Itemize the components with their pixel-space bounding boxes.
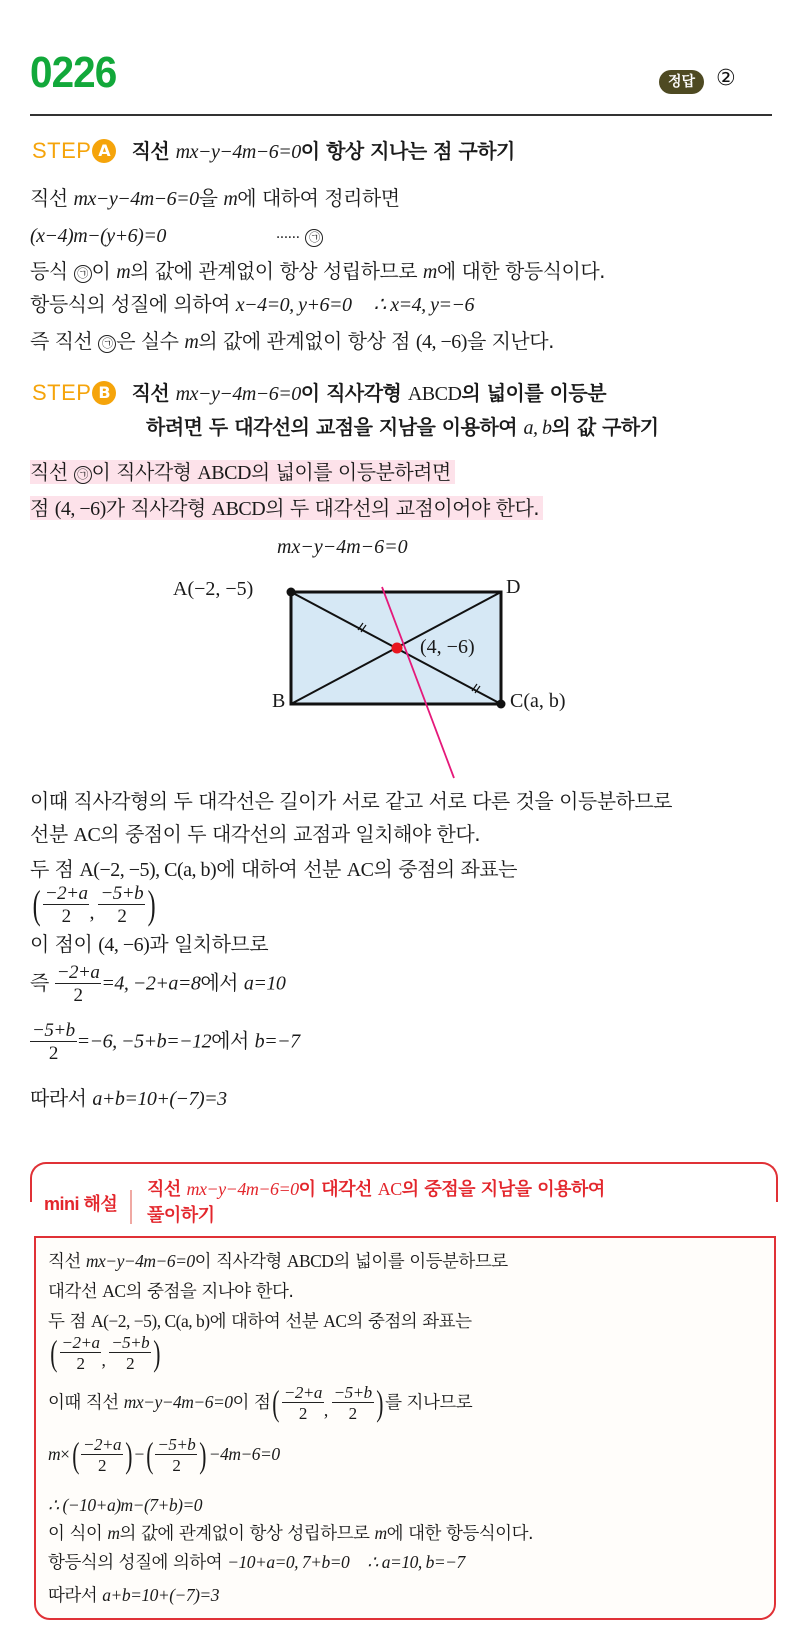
mini-line-8: 이 식이 m의 값에 관계없이 항상 성립하므로 m에 대한 항등식이다. (48, 1523, 534, 1544)
explanation-line-2: 선분 AC의 중점이 두 대각선의 교점과 일치해야 한다. (30, 822, 481, 846)
step-a-circle-icon: A (92, 139, 116, 163)
final-answer-line: 따라서 a+b=10+(−7)=3 (30, 1086, 227, 1110)
explanation-line-5: 이 점이 (4, −6)과 일치하므로 (30, 932, 269, 956)
mini-line-5: 이때 직선 mx−y−4m−6=0이 점( $\frac{-2+a}{2}$ , $\frac{-5+b}{2}$ ) 를 지나므로 (48, 1383, 473, 1423)
mini-line-2: 대각선 AC의 중점을 지나야 한다. (48, 1281, 294, 1302)
mini-line-10: 따라서 a+b=10+(−7)=3 (48, 1585, 219, 1606)
rectangle-diagram (160, 536, 640, 780)
mini-title: 직선 mx−y−4m−6=0이 대각선 AC의 중점을 지남을 이용하여 풀이하기 (147, 1179, 605, 1226)
solve-a-line: 즉 $\frac{-2+a}{2}$ =4, −2+a=8에서 a=10 (30, 962, 286, 1006)
midpoint-coordinates: ( $\frac{-2+a}{2}$ , $\frac{-5+b}{2}$ ) (32, 882, 156, 927)
explanation-line-1: 이때 직사각형의 두 대각선은 길이가 서로 같고 서로 다른 것을 이등분하므로 (30, 789, 672, 813)
point-b-label: B (272, 690, 286, 712)
step-b-title-line-2: 하려면 두 대각선의 교점을 지남을 이용하여 a, b의 값 구하기 (146, 415, 659, 439)
answer-badge: 정답 (659, 70, 704, 94)
step-a-line-5: 즉 직선 ㉠ 은 실수 m의 값에 관계없이 항상 점 (4, −6)을 지난다. (30, 329, 554, 353)
step-a-heading (32, 136, 515, 167)
highlight-line-2: 점 (4, −6)가 직사각형 ABCD의 두 대각선의 교점이어야 한다. (30, 494, 543, 523)
point-d-label: D (506, 576, 521, 598)
mini-label: mini 해설 (44, 1194, 118, 1214)
mini-line-1: 직선 mx−y−4m−6=0이 직사각형 ABCD의 넓이를 이등분하므로 (48, 1251, 508, 1272)
point-a-label: A(−2, −5) (173, 578, 254, 600)
step-label: STEP (32, 138, 92, 163)
answer-value: ② (716, 66, 736, 91)
mini-midpoint: ( $\frac{-2+a}{2}$ , $\frac{-5+b}{2}$ ) (50, 1333, 161, 1373)
circled-giyeok-icon: ㉠ (98, 335, 116, 353)
step-b-heading (32, 378, 606, 409)
center-point-label: (4, −6) (420, 636, 475, 658)
mini-line-7: ∴ (−10+a)m−(7+b)=0 (48, 1495, 203, 1515)
problem-number: 0226 (30, 48, 117, 97)
mini-line-6: m×( $\frac{-2+a}{2}$ ) −( $\frac{-5+b}{2}$ ) −4m−6=0 (48, 1435, 280, 1475)
highlight-line-1: 직선 ㉠ 이 직사각형 ABCD의 넓이를 이등분하려면 (30, 458, 455, 487)
step-label: STEP (32, 380, 92, 405)
header-divider (30, 114, 772, 116)
step-b-circle-icon: B (92, 381, 116, 405)
solve-b-line: $\frac{-5+b}{2}$ =−6, −5+b=−12에서 b=−7 (32, 1020, 300, 1064)
explanation-line-3: 두 점 A(−2, −5), C(a, b)에 대하여 선분 AC의 중점의 좌표는 (30, 857, 517, 881)
circled-giyeok-icon: ㉠ (74, 466, 92, 484)
mini-divider (130, 1190, 132, 1224)
step-b-title-line-1: 직선 mx−y−4m−6=0이 직사각형 ABCD의 넓이를 이등분 (131, 381, 607, 405)
circled-giyeok-icon: ㉠ (305, 229, 323, 247)
mini-line-3: 두 점 A(−2, −5), C(a, b)에 대하여 선분 AC의 중점의 좌표는 (48, 1311, 472, 1332)
step-a-line-2: (x−4)m−(y+6)=0 ······ ㉠ (30, 221, 323, 252)
step-a-title: 직선 mx−y−4m−6=0이 항상 지나는 점 구하기 (131, 139, 515, 163)
step-a-line-1: 직선 mx−y−4m−6=0을 m에 대하여 정리하면 (30, 186, 400, 210)
step-a-line-4: 항등식의 성질에 의하여 x−4=0, y+6=0 ∴ x=4, y=−6 (30, 292, 474, 316)
mini-line-9: 항등식의 성질에 의하여 −10+a=0, 7+b=0 ∴ a=10, b=−7 (48, 1552, 465, 1573)
point-c-label: C(a, b) (510, 690, 566, 712)
step-a-line-3: 등식 ㉠ 이 m의 값에 관계없이 항상 성립하므로 m에 대한 항등식이다. (30, 259, 606, 283)
circled-giyeok-icon: ㉠ (74, 265, 92, 283)
line-equation-label: mx−y−4m−6=0 (277, 536, 408, 558)
